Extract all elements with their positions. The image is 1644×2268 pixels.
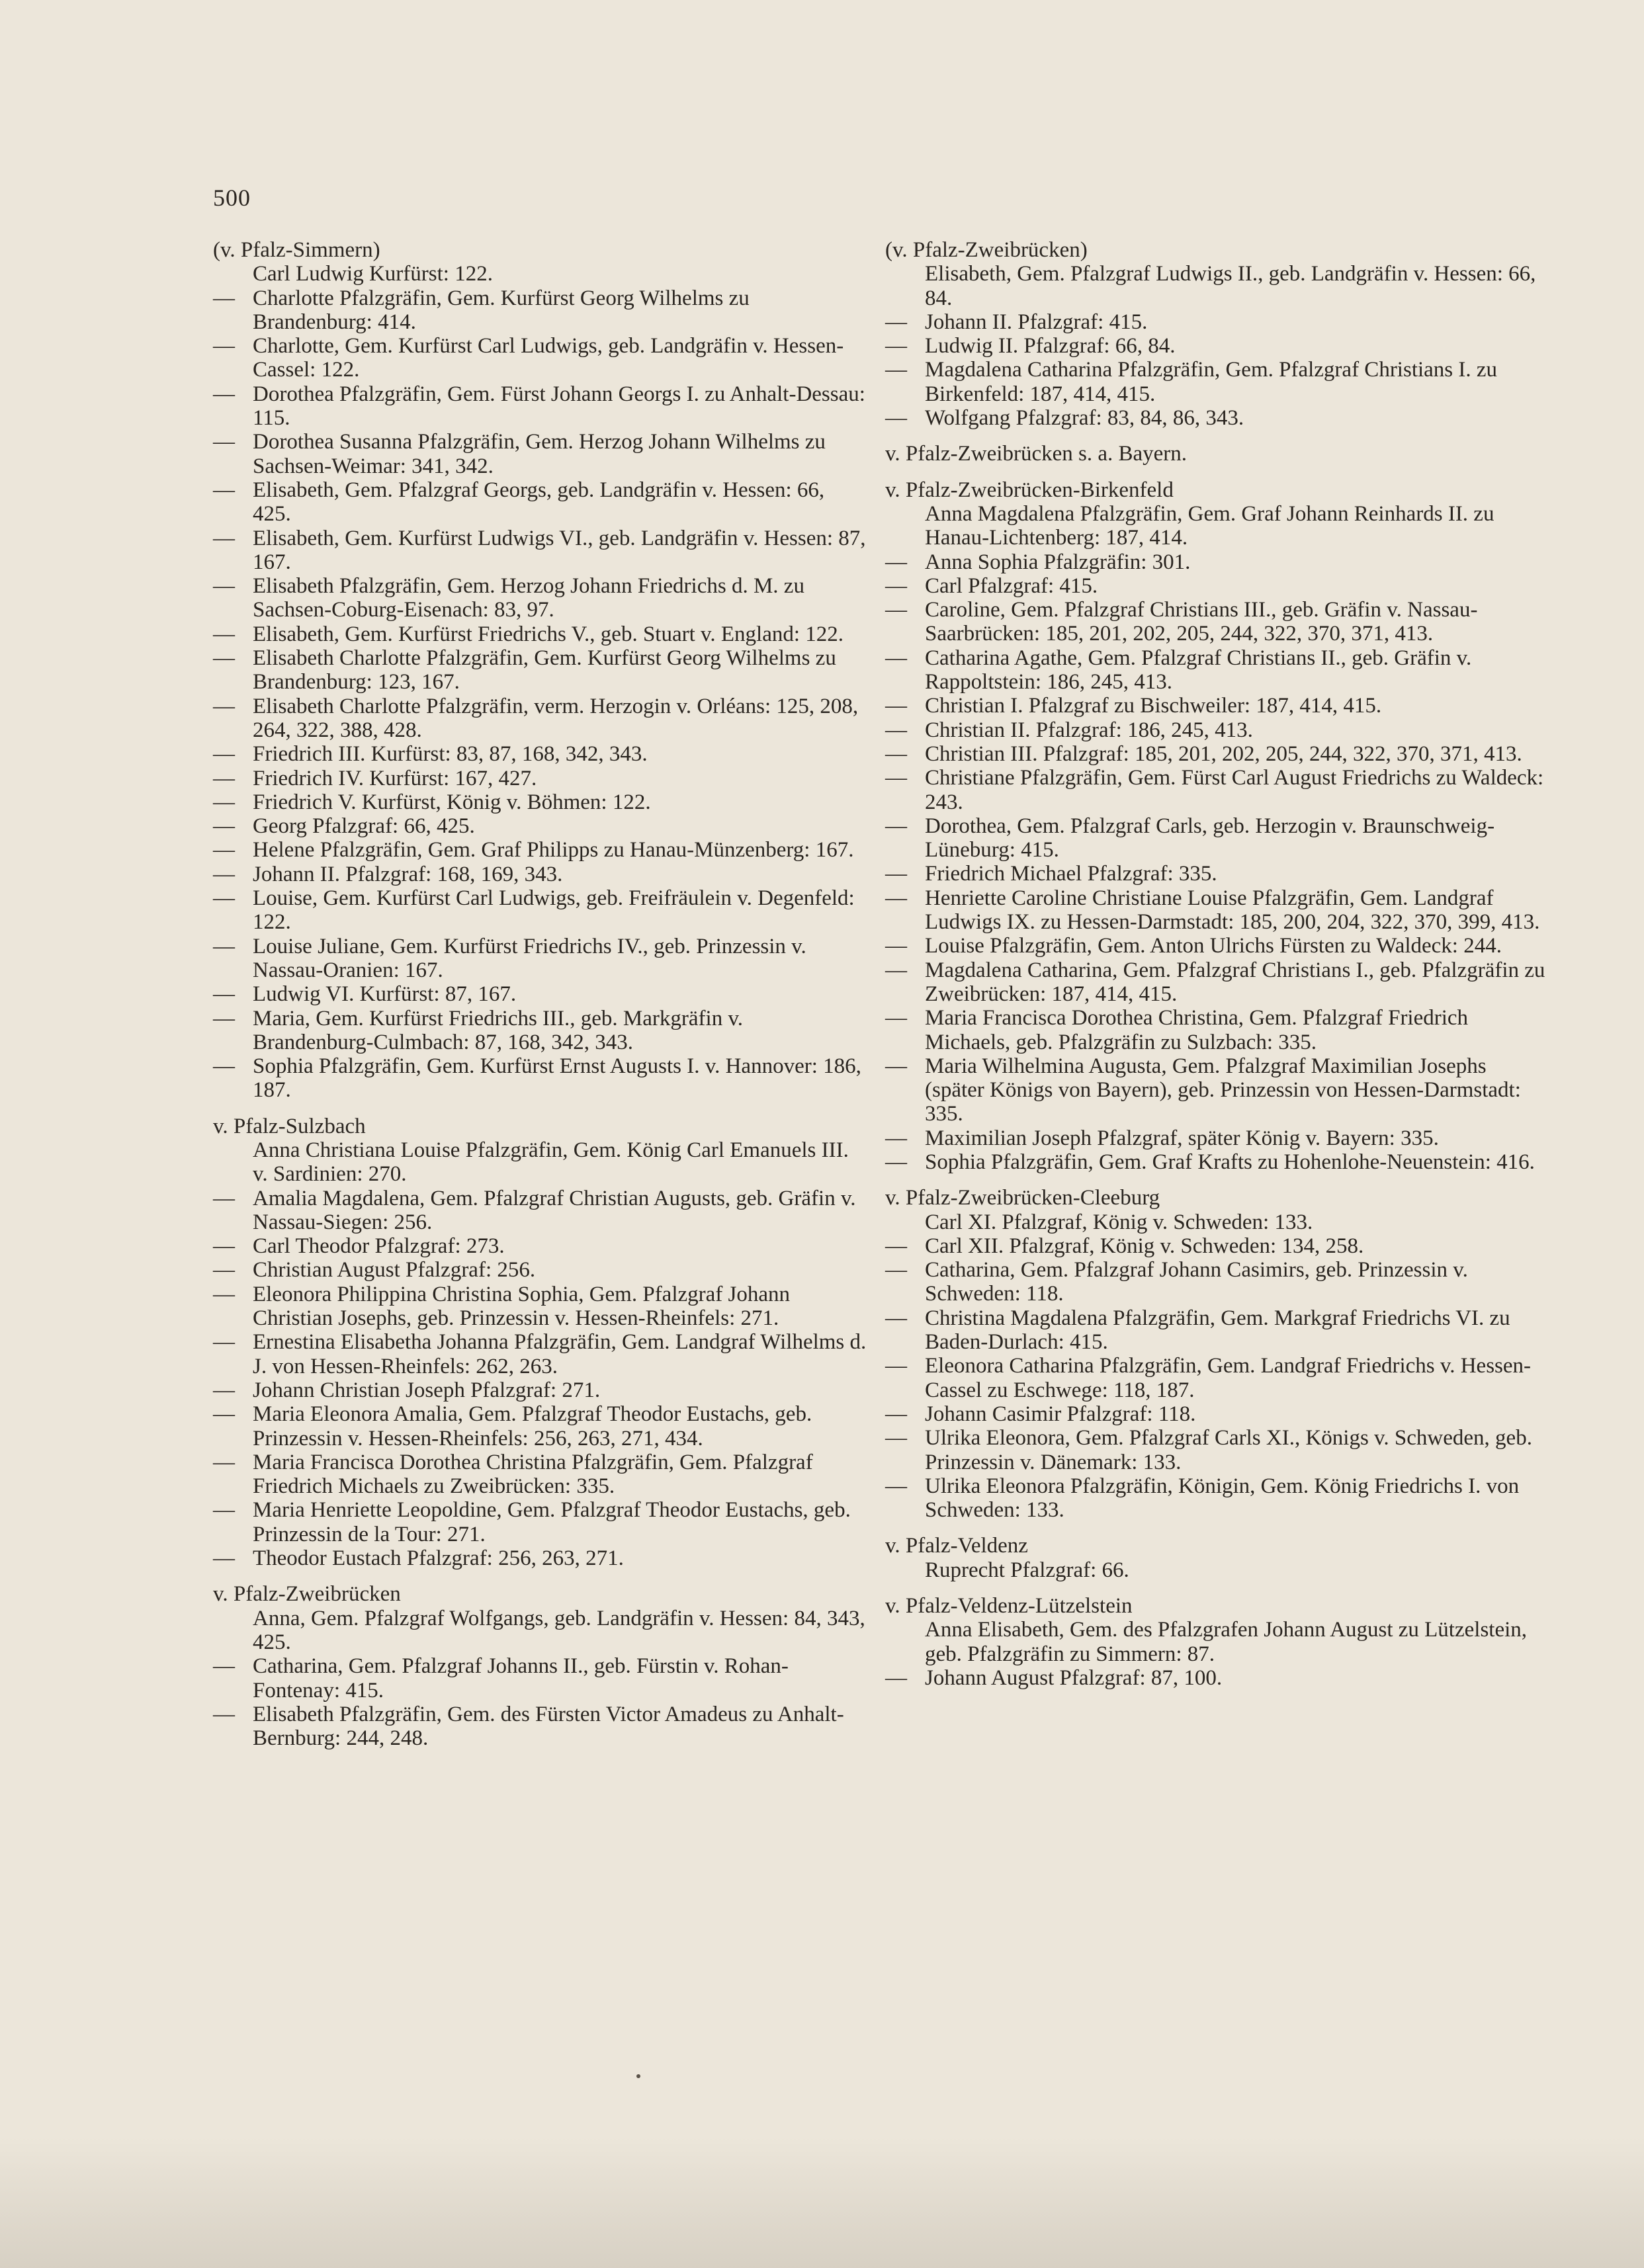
entry-text: Friedrich V. Kurfürst, König v. Böhmen: 122. xyxy=(253,790,651,814)
entry-dash: — xyxy=(213,334,235,358)
index-entry xyxy=(885,1426,1547,1474)
entry-dash: — xyxy=(885,1426,907,1450)
entry-dash: — xyxy=(213,1498,235,1523)
entry-dash: — xyxy=(885,1258,907,1282)
index-entry xyxy=(213,1330,868,1378)
index-entry xyxy=(213,1054,868,1103)
index-entry xyxy=(213,982,868,1006)
index-entry xyxy=(213,1258,868,1282)
index-entry xyxy=(213,262,868,286)
index-entry xyxy=(213,767,868,790)
entry-text: Anna Magdalena Pfalzgräfin, Gem. Graf Johann Reinhards II. zu Hanau-Lichtenberg: 187, 414. xyxy=(925,501,1494,550)
entry-dash: — xyxy=(213,1450,235,1474)
entry-text: Christiane Pfalzgräfin, Gem. Fürst Carl August Friedrichs zu Waldeck: 243. xyxy=(925,766,1544,814)
index-entry xyxy=(885,1402,1547,1426)
entry-dash: — xyxy=(885,1054,907,1078)
entry-text: Dorothea Pfalzgräfin, Gem. Fürst Johann Georgs I. zu Anhalt-Dessau: 115. xyxy=(253,382,865,431)
entry-text: Maria Francisca Dorothea Christina, Gem. Pfalzgraf Friedrich Michaels, geb. Pfalzgräfin zu Sulzbach: 335. xyxy=(925,1006,1469,1054)
entry-text: Johann II. Pfalzgraf: 168, 169, 343. xyxy=(253,862,563,886)
index-entry xyxy=(213,1138,868,1187)
entry-text: Ruprecht Pfalzgraf: 66. xyxy=(925,1558,1129,1582)
index-entry xyxy=(885,646,1547,694)
index-entry xyxy=(885,1306,1547,1355)
entry-text: Catharina Agathe, Gem. Pfalzgraf Christians II., geb. Gräfin v. Rappoltstein: 186, 245, 413. xyxy=(925,646,1472,694)
entry-dash: — xyxy=(885,934,907,958)
entry-text: Louise Pfalzgräfin, Gem. Anton Ulrichs Fürsten zu Waldeck: 244. xyxy=(925,934,1502,958)
entry-text: Elisabeth, Gem. Kurfürst Friedrichs V., geb. Stuart v. England: 122. xyxy=(253,622,844,646)
entry-text: Elisabeth Charlotte Pfalzgräfin, Gem. Kurfürst Georg Wilhelms zu Brandenburg: 123, 167. xyxy=(253,646,836,694)
entry-text: Maria Francisca Dorothea Christina Pfalzgräfin, Gem. Pfalzgraf Friedrich Michaels zu Zweibrücken: 335. xyxy=(253,1450,813,1499)
entry-dash: — xyxy=(885,598,907,622)
index-entry xyxy=(213,1546,868,1570)
index-entry xyxy=(885,814,1547,862)
index-entry xyxy=(213,694,868,743)
index-entry xyxy=(885,1126,1547,1150)
entry-dash: — xyxy=(885,646,907,670)
index-entry xyxy=(885,502,1547,550)
index-entry xyxy=(213,1187,868,1235)
index-entry xyxy=(885,550,1547,574)
entry-text: Elisabeth, Gem. Pfalzgraf Ludwigs II., geb. Landgräfin v. Hessen: 66, 84. xyxy=(925,262,1536,310)
entry-text: Christian III. Pfalzgraf: 185, 201, 202, 205, 244, 322, 370, 371, 413. xyxy=(925,741,1522,766)
entry-text: Christian I. Pfalzgraf zu Bischweiler: 187, 414, 415. xyxy=(925,694,1382,718)
entry-dash: — xyxy=(885,1126,907,1150)
entry-dash: — xyxy=(213,622,235,646)
index-entry xyxy=(885,1006,1547,1054)
entry-dash: — xyxy=(213,934,235,958)
entry-text: Helene Pfalzgräfin, Gem. Graf Philipps zu Hanau-Münzenberg: 167. xyxy=(253,838,854,862)
entry-dash: — xyxy=(213,766,235,790)
stray-dot-mark xyxy=(636,2074,640,2078)
index-entry xyxy=(213,838,868,862)
index-entry xyxy=(213,646,868,694)
entry-text: Johann Christian Joseph Pfalzgraf: 271. xyxy=(253,1378,601,1402)
index-entry xyxy=(885,1234,1547,1258)
entry-dash: — xyxy=(885,1150,907,1174)
entry-dash: — xyxy=(885,814,907,838)
entry-text: Elisabeth, Gem. Pfalzgraf Georgs, geb. Landgräfin v. Hessen: 66, 425. xyxy=(253,478,825,526)
entry-text: Ulrika Eleonora, Gem. Pfalzgraf Carls XI., Königs v. Schweden, geb. Prinzessin v. Dänemark: 133. xyxy=(925,1426,1532,1474)
entry-dash: — xyxy=(213,694,235,718)
index-entry xyxy=(213,622,868,646)
entry-dash: — xyxy=(885,358,907,382)
entry-dash: — xyxy=(213,430,235,454)
entry-text: Amalia Magdalena, Gem. Pfalzgraf Christian Augusts, geb. Gräfin v. Nassau-Siegen: 256. xyxy=(253,1186,856,1234)
entry-text: Johann Casimir Pfalzgraf: 118. xyxy=(925,1402,1196,1426)
entry-dash: — xyxy=(885,406,907,431)
entry-dash: — xyxy=(213,1234,235,1259)
entry-dash: — xyxy=(213,526,235,550)
entry-dash: — xyxy=(885,958,907,982)
index-entry xyxy=(213,526,868,575)
entry-text: Johann II. Pfalzgraf: 415. xyxy=(925,310,1148,334)
index-entry xyxy=(885,310,1547,334)
entry-text: Friedrich IV. Kurfürst: 167, 427. xyxy=(253,766,537,790)
entry-dash: — xyxy=(213,862,235,886)
entry-text: Magdalena Catharina Pfalzgräfin, Gem. Pfalzgraf Christians I. zu Birkenfeld: 187, 414, 415. xyxy=(925,358,1498,406)
entry-dash: — xyxy=(213,790,235,814)
entry-text: Carl XII. Pfalzgraf, König v. Schweden: 134, 258. xyxy=(925,1234,1364,1258)
index-entry xyxy=(885,358,1547,406)
entry-dash: — xyxy=(213,1186,235,1210)
index-entry xyxy=(213,1282,868,1331)
entry-text: Eleonora Catharina Pfalzgräfin, Gem. Landgraf Friedrichs v. Hessen-Cassel zu Eschwege: 118, 187. xyxy=(925,1354,1532,1402)
entry-text: Wolfgang Pfalzgraf: 83, 84, 86, 343. xyxy=(925,406,1244,431)
index-entry xyxy=(213,478,868,526)
entry-text: Johann August Pfalzgraf: 87, 100. xyxy=(925,1665,1223,1690)
entry-text: Friedrich III. Kurfürst: 83, 87, 168, 342, 343. xyxy=(253,742,648,767)
entry-text: Christian August Pfalzgraf: 256. xyxy=(253,1258,536,1282)
index-entry xyxy=(213,935,868,983)
index-entry xyxy=(885,1666,1547,1690)
entry-text: Anna Christiana Louise Pfalzgräfin, Gem. König Carl Emanuels III. v. Sardinien: 270. xyxy=(253,1138,849,1187)
index-entry xyxy=(885,1558,1547,1582)
entry-text: Louise Juliane, Gem. Kurfürst Friedrichs IV., geb. Prinzessin v. Nassau-Oranien: 167. xyxy=(253,934,806,982)
entry-dash: — xyxy=(213,1378,235,1402)
entry-text: Theodor Eustach Pfalzgraf: 256, 263, 271. xyxy=(253,1546,624,1571)
section-heading: v. Pfalz-Sulzbach xyxy=(213,1114,366,1138)
entry-dash: — xyxy=(885,766,907,790)
index-entry xyxy=(885,1258,1547,1306)
entry-text: Maria Eleonora Amalia, Gem. Pfalzgraf Theodor Eustachs, geb. Prinzessin v. Hessen-Rheinfels: 256, 263, 271, 434. xyxy=(253,1402,812,1450)
index-entry xyxy=(885,1474,1547,1523)
entry-text: Charlotte Pfalzgräfin, Gem. Kurfürst Georg Wilhelms zu Brandenburg: 414. xyxy=(253,286,750,334)
entry-dash: — xyxy=(213,1006,235,1030)
index-entry xyxy=(885,1150,1547,1174)
entry-dash: — xyxy=(885,1474,907,1498)
entry-dash: — xyxy=(213,838,235,862)
entry-dash: — xyxy=(213,1654,235,1679)
index-entry xyxy=(885,1210,1547,1234)
index-entry xyxy=(213,1402,868,1450)
entry-text: Magdalena Catharina, Gem. Pfalzgraf Christians I., geb. Pfalzgräfin zu Zweibrücken: 187, 414, 415. xyxy=(925,958,1545,1006)
index-entry xyxy=(213,862,868,886)
entry-dash: — xyxy=(213,742,235,767)
index-entry xyxy=(885,934,1547,958)
entry-text: Charlotte, Gem. Kurfürst Carl Ludwigs, geb. Landgräfin v. Hessen-Cassel: 122. xyxy=(253,334,844,382)
index-entry xyxy=(213,286,868,335)
entry-dash: — xyxy=(213,1282,235,1306)
index-entry xyxy=(885,1354,1547,1402)
index-entry xyxy=(885,1618,1547,1666)
entry-dash: — xyxy=(213,286,235,310)
section-heading: v. Pfalz-Zweibrücken-Cleeburg xyxy=(885,1186,1160,1210)
entry-text: Sophia Pfalzgräfin, Gem. Kurfürst Ernst Augusts I. v. Hannover: 186, 187. xyxy=(253,1054,861,1103)
index-entry xyxy=(213,1378,868,1402)
index-entry xyxy=(213,430,868,478)
entry-dash: — xyxy=(885,550,907,574)
index-entry xyxy=(213,1450,868,1499)
entry-text: Carl Pfalzgraf: 415. xyxy=(925,573,1098,598)
entry-text: Henriette Caroline Christiane Louise Pfalzgräfin, Gem. Landgraf Ludwigs IX. zu Hessen-Darmstadt: 185, 200, 204, 322, 370, 399, 413. xyxy=(925,886,1540,935)
entry-text: Ulrika Eleonora Pfalzgräfin, Königin, Gem. König Friedrichs I. von Schweden: 133. xyxy=(925,1474,1520,1523)
section-heading: v. Pfalz-Zweibrücken-Birkenfeld xyxy=(885,478,1174,502)
entry-text: Maria Henriette Leopoldine, Gem. Pfalzgraf Theodor Eustachs, geb. Prinzessin de la Tour: 271. xyxy=(253,1498,851,1546)
entry-text: Maria, Gem. Kurfürst Friedrichs III., geb. Markgräfin v. Brandenburg-Culmbach: 87, 168, 342, 343. xyxy=(253,1006,744,1054)
entry-dash: — xyxy=(213,382,235,406)
index-entry xyxy=(885,958,1547,1007)
index-entry xyxy=(213,1007,868,1055)
entry-text: Eleonora Philippina Christina Sophia, Gem. Pfalzgraf Johann Christian Josephs, geb. Prinzessin v. Hessen-Rheinfels: 271. xyxy=(253,1282,791,1331)
left-column xyxy=(213,238,868,1750)
entry-text: Elisabeth Charlotte Pfalzgräfin, verm. Herzogin v. Orléans: 125, 208, 264, 322, 388, 428. xyxy=(253,694,859,742)
index-entry xyxy=(885,766,1547,814)
index-entry xyxy=(213,1654,868,1702)
entry-dash: — xyxy=(213,1330,235,1355)
index-entry xyxy=(213,814,868,838)
entry-text: Christian II. Pfalzgraf: 186, 245, 413. xyxy=(925,718,1253,742)
entry-dash: — xyxy=(213,574,235,599)
index-entry xyxy=(213,1498,868,1546)
entry-dash: — xyxy=(213,982,235,1007)
entry-text: Dorothea, Gem. Pfalzgraf Carls, geb. Herzogin v. Braunschweig-Lüneburg: 415. xyxy=(925,814,1495,862)
entry-text: Caroline, Gem. Pfalzgraf Christians III., geb. Gräfin v. Nassau-Saarbrücken: 185, 201, 202, 205, 244, 322, 370, 371, 413. xyxy=(925,598,1478,646)
section-heading: v. Pfalz-Veldenz xyxy=(885,1534,1028,1558)
entry-dash: — xyxy=(213,1402,235,1427)
entry-dash: — xyxy=(885,334,907,358)
entry-text: Christina Magdalena Pfalzgräfin, Gem. Markgraf Friedrichs VI. zu Baden-Durlach: 415. xyxy=(925,1306,1510,1355)
entry-text: Sophia Pfalzgräfin, Gem. Graf Krafts zu Hohenlohe-Neuenstein: 416. xyxy=(925,1150,1535,1174)
index-entry xyxy=(885,694,1547,718)
entry-dash: — xyxy=(885,862,907,886)
entry-dash: — xyxy=(885,886,907,910)
entry-dash: — xyxy=(213,886,235,911)
entry-text: Maximilian Joseph Pfalzgraf, später König v. Bayern: 335. xyxy=(925,1126,1439,1150)
entry-text: Elisabeth, Gem. Kurfürst Ludwigs VI., geb. Landgräfin v. Hessen: 87, 167. xyxy=(253,526,866,574)
entry-text: Elisabeth Pfalzgräfin, Gem. des Fürsten Victor Amadeus zu Anhalt-Bernburg: 244, 248. xyxy=(253,1702,844,1751)
entry-text: Ernestina Elisabetha Johanna Pfalzgräfin, Gem. Landgraf Wilhelms d. J. von Hessen-Rheinfels: 262, 263. xyxy=(253,1330,867,1378)
index-entry xyxy=(213,1702,868,1751)
entry-dash: — xyxy=(213,646,235,671)
index-entry xyxy=(213,742,868,766)
entry-dash: — xyxy=(885,1665,907,1690)
entry-text: Friedrich Michael Pfalzgraf: 335. xyxy=(925,862,1217,886)
entry-dash: — xyxy=(213,478,235,502)
entry-dash: — xyxy=(213,814,235,839)
entry-text: Carl Ludwig Kurfürst: 122. xyxy=(253,262,493,286)
entry-text: Catharina, Gem. Pfalzgraf Johann Casimirs, geb. Prinzessin v. Schweden: 118. xyxy=(925,1258,1468,1306)
entry-text: Carl XI. Pfalzgraf, König v. Schweden: 133. xyxy=(925,1210,1313,1234)
entry-dash: — xyxy=(213,1546,235,1571)
entry-text: Anna, Gem. Pfalzgraf Wolfgangs, geb. Landgräfin v. Hessen: 84, 343, 425. xyxy=(253,1606,865,1654)
index-entry xyxy=(885,1054,1547,1126)
entry-dash: — xyxy=(885,1354,907,1378)
entry-dash: — xyxy=(885,1306,907,1330)
index-entry xyxy=(213,886,868,935)
entry-dash: — xyxy=(885,718,907,742)
entry-dash: — xyxy=(885,1402,907,1426)
index-entry xyxy=(885,262,1547,310)
section-heading: v. Pfalz-Zweibrücken xyxy=(213,1582,401,1607)
entry-text: Elisabeth Pfalzgräfin, Gem. Herzog Johann Friedrichs d. M. zu Sachsen-Coburg-Eisenach: 83, 97. xyxy=(253,574,804,622)
index-entry xyxy=(885,334,1547,358)
entry-text: Ludwig II. Pfalzgraf: 66, 84. xyxy=(925,334,1176,358)
entry-text: Dorothea Susanna Pfalzgräfin, Gem. Herzog Johann Wilhelms zu Sachsen-Weimar: 341, 342. xyxy=(253,430,826,478)
index-entry xyxy=(213,1607,868,1655)
page-edge-shadow xyxy=(0,2136,1644,2268)
entry-text: Anna Elisabeth, Gem. des Pfalzgrafen Johann August zu Lützelstein, geb. Pfalzgräfin zu Simmern: 87. xyxy=(925,1618,1528,1666)
index-entry xyxy=(213,334,868,382)
entry-dash: — xyxy=(885,1006,907,1030)
entry-dash: — xyxy=(885,310,907,334)
index-entry xyxy=(213,382,868,431)
entry-text: Carl Theodor Pfalzgraf: 273. xyxy=(253,1234,505,1259)
entry-text: Maria Wilhelmina Augusta, Gem. Pfalzgraf Maximilian Josephs (später Königs von Bayern), geb. Prinzessin von Hessen-Darmstadt: 335. xyxy=(925,1054,1521,1126)
entry-dash: — xyxy=(213,1258,235,1282)
right-column xyxy=(885,238,1547,1690)
entry-dash: — xyxy=(885,741,907,766)
entry-dash: — xyxy=(885,1234,907,1258)
entry-text: Ludwig VI. Kurfürst: 87, 167. xyxy=(253,982,517,1007)
entry-dash: — xyxy=(885,573,907,598)
index-entry xyxy=(885,574,1547,598)
entry-dash: — xyxy=(885,694,907,718)
index-entry xyxy=(885,742,1547,766)
index-entry xyxy=(885,862,1547,886)
index-entry xyxy=(213,790,868,814)
section-heading: v. Pfalz-Veldenz-Lützelstein xyxy=(885,1594,1133,1618)
index-entry xyxy=(885,886,1547,935)
index-entry xyxy=(885,598,1547,646)
index-entry xyxy=(213,574,868,622)
entry-text: Louise, Gem. Kurfürst Carl Ludwigs, geb. Freifräulein v. Degenfeld: 122. xyxy=(253,886,855,935)
entry-text: Georg Pfalzgraf: 66, 425. xyxy=(253,814,475,839)
section-heading: v. Pfalz-Zweibrücken s. a. Bayern. xyxy=(885,442,1188,466)
index-entry xyxy=(885,406,1547,430)
entry-text: Catharina, Gem. Pfalzgraf Johanns II., geb. Fürstin v. Rohan-Fontenay: 415. xyxy=(253,1654,789,1702)
page-number: 500 xyxy=(213,185,251,211)
index-entry xyxy=(213,1234,868,1258)
entry-text: Anna Sophia Pfalzgräfin: 301. xyxy=(925,550,1191,574)
section-heading: (v. Pfalz-Simmern) xyxy=(213,238,380,262)
section-heading: (v. Pfalz-Zweibrücken) xyxy=(885,238,1088,262)
entry-dash: — xyxy=(213,1702,235,1726)
entry-dash: — xyxy=(213,1054,235,1079)
index-entry xyxy=(885,718,1547,742)
